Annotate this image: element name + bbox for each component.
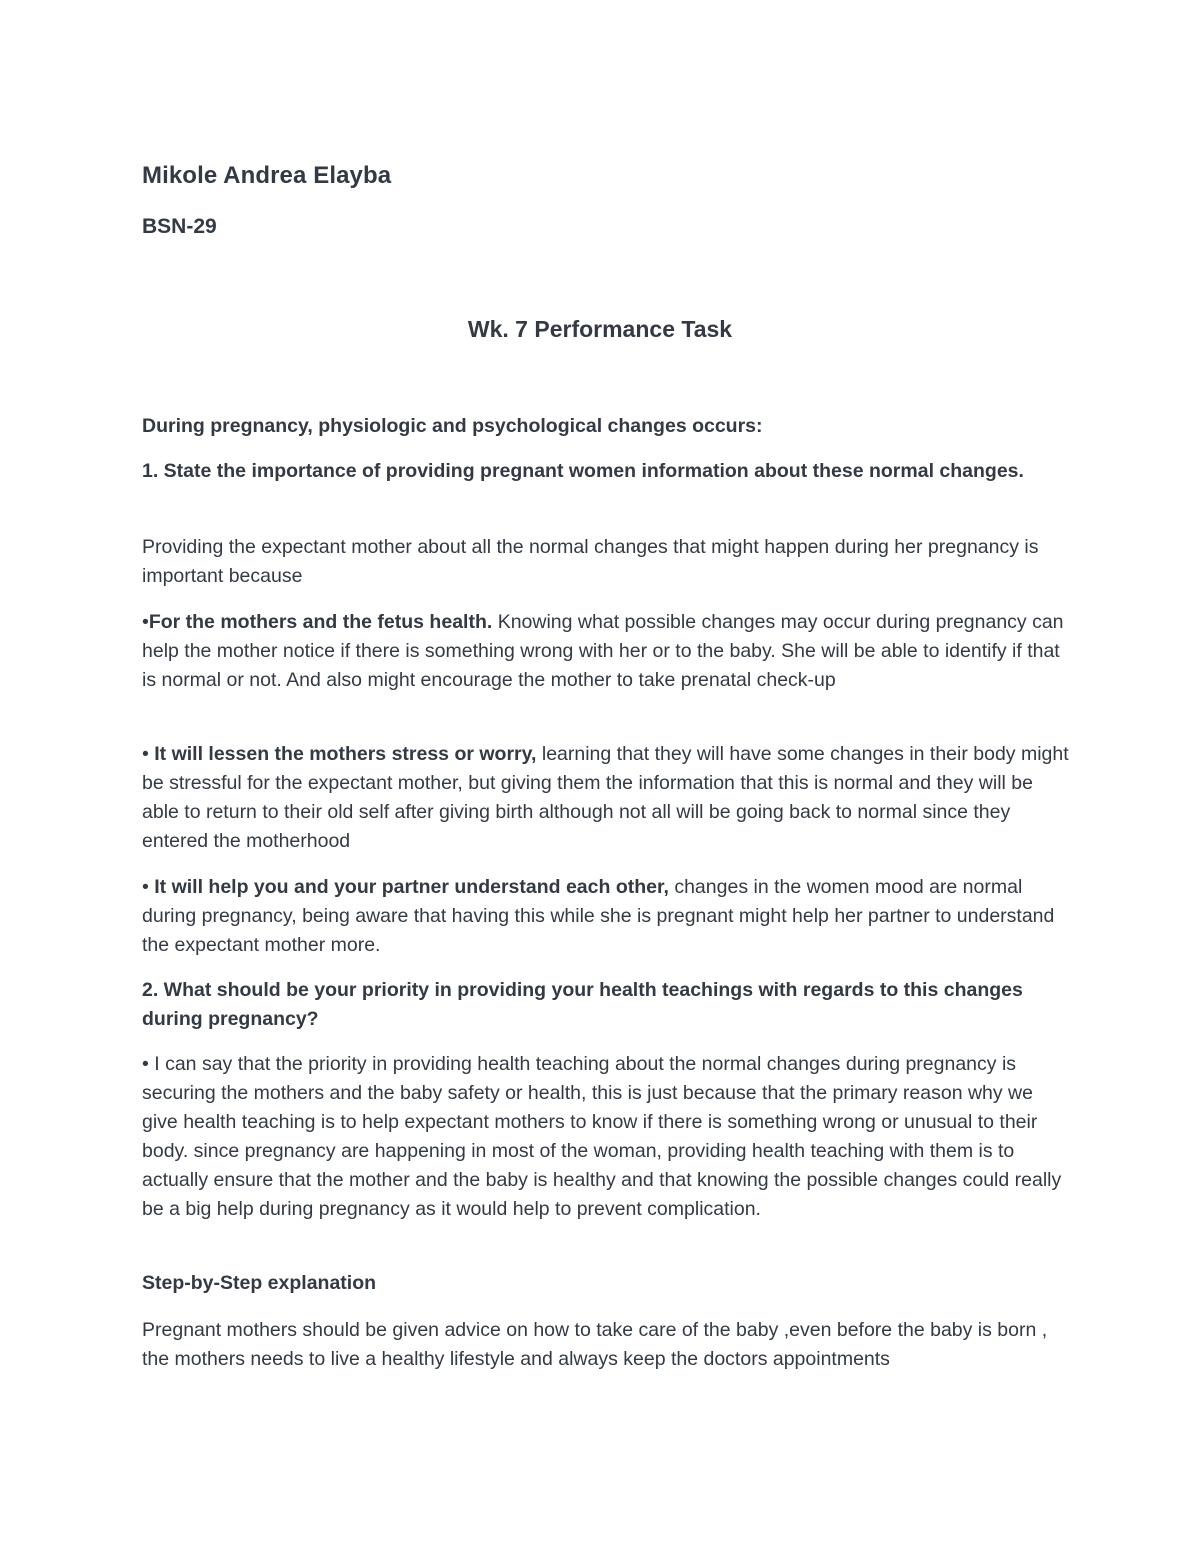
- bullet-marker: •: [142, 876, 155, 898]
- bullet-text: Knowing what possible changes may occur during pregnancy can help the mother notice if there is something wrong with her or to the baby. She will be able to identify if that is normal or not. And also might encourage the mother to take prenatal check-up: [142, 611, 1064, 691]
- bullet-marker: •: [142, 1053, 155, 1075]
- question-1: 1. State the importance of providing pregnant women information about these normal changes.: [142, 460, 1024, 482]
- bullet-lead: For the mothers and the fetus health.: [148, 611, 493, 633]
- bullet-marker: •: [142, 743, 155, 765]
- answer-1-bullet-2: [142, 740, 1072, 856]
- author-name: Mikole Andrea Elayba: [142, 162, 392, 189]
- step-by-step-text: Pregnant mothers should be given advice on how to take care of the baby ,even before the baby is born , the mothers needs to live a healthy lifestyle and always keep the doctors appointments: [142, 1319, 1048, 1370]
- answer-1-bullet-3: [142, 873, 1072, 960]
- bullet-lead: It will lessen the mothers stress or worry,: [154, 743, 537, 765]
- questions-intro: During pregnancy, physiologic and psychological changes occurs:: [142, 415, 763, 437]
- answer-1-intro: Providing the expectant mother about all the normal changes that might happen during her pregnancy is important because: [142, 536, 1039, 587]
- bullet-text: changes in the women mood are normal during pregnancy, being aware that having this while she is pregnant might help her partner to understand the expectant mother more.: [142, 876, 1055, 956]
- bullet-text: I can say that the priority in providing health teaching about the normal changes during pregnancy is securing the mothers and the baby safety or health, this is just because that the primary reason why we give health teaching is to help expectant mothers to know if there is something wrong or unusual to their body. since pregnancy are happening in most of the woman, providing health teaching with them is to actually ensure that the mother and the baby is healthy and that knowing the possible changes could really be a big help during pregnancy as it would help to prevent complication.: [142, 1053, 1062, 1220]
- step-by-step-heading: Step-by-Step explanation: [142, 1272, 377, 1294]
- student-section: BSN-29: [142, 215, 217, 238]
- bullet-marker: •: [142, 611, 149, 633]
- question-2: 2. What should be your priority in providing your health teachings with regards to this changes during pregnancy?: [142, 979, 1023, 1030]
- bullet-lead: It will help you and your partner understand each other,: [154, 876, 669, 898]
- bullet-text: learning that they will have some changes in their body might be stressful for the expectant mother, but giving them the information that this is normal and they will be able to return to their old self after giving birth although not all will be going back to normal since they entered the motherhood: [142, 743, 1069, 852]
- answer-1-bullet-1: [142, 608, 1072, 695]
- document-title: Wk. 7 Performance Task: [467, 316, 733, 342]
- answer-2-bullet: [142, 1050, 1072, 1224]
